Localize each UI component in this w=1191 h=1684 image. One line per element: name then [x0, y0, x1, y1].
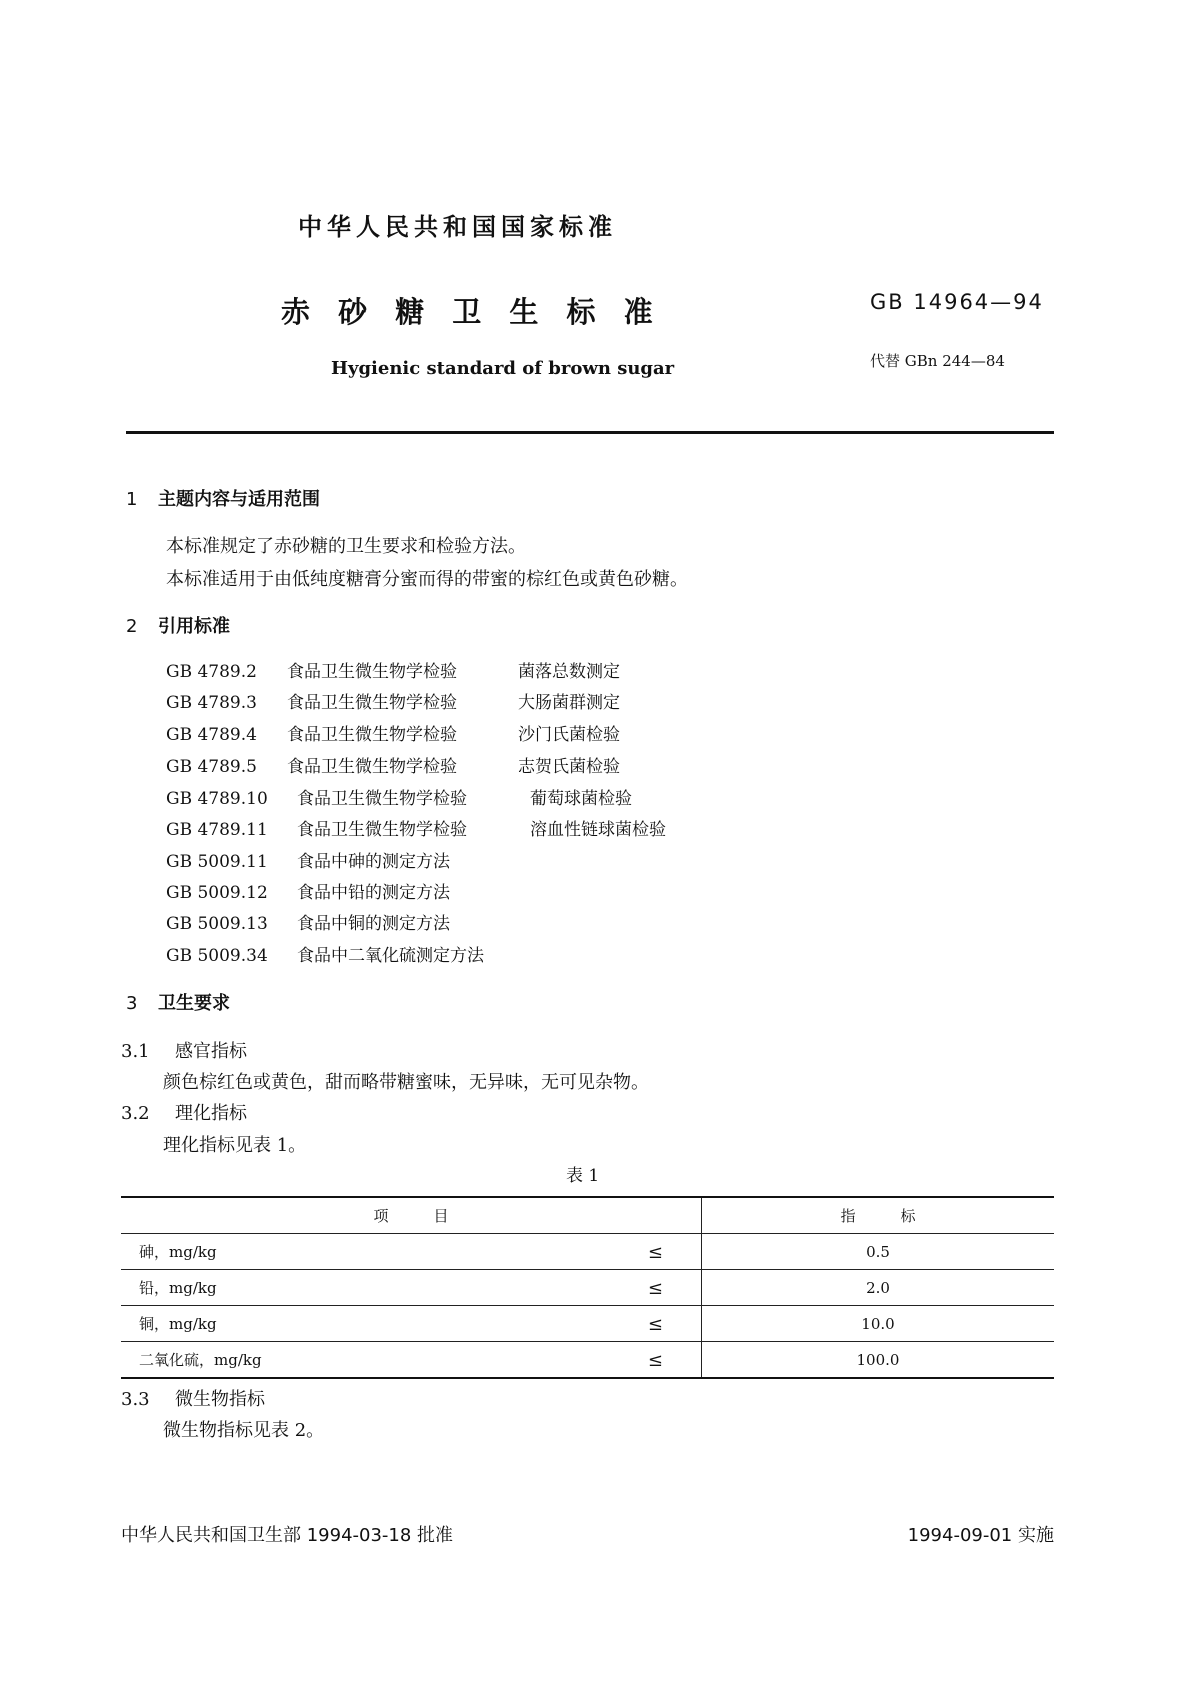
- paragraph: 颜色棕红色或黄色，甜而略带糖蜜味，无异味，无可见杂物。: [163, 1072, 649, 1093]
- reference-code: GB 4789.2: [166, 662, 257, 682]
- section-3-2-title: 理化指标: [175, 1103, 247, 1124]
- paragraph: 理化指标见表 1。: [163, 1135, 307, 1156]
- reference-item: 菌落总数测定: [518, 662, 620, 682]
- section-3-1-number: 3.1: [121, 1041, 150, 1062]
- less-equal-sign: ≤: [647, 1350, 663, 1371]
- row-value: 2.0: [866, 1278, 890, 1297]
- row-value: 10.0: [861, 1314, 895, 1333]
- table-caption: 表 1: [566, 1166, 600, 1186]
- less-equal-sign: ≤: [647, 1278, 663, 1299]
- section-1-number: 1: [126, 489, 138, 510]
- section-3-1-title: 感官指标: [175, 1041, 247, 1062]
- reference-code: GB 5009.13: [166, 914, 268, 934]
- reference-name: 食品卫生微生物学检验: [287, 757, 457, 777]
- less-equal-sign: ≤: [647, 1242, 663, 1263]
- section-1-title: 主题内容与适用范围: [158, 489, 320, 510]
- reference-item: 葡萄球菌检验: [530, 789, 632, 809]
- row-value: 0.5: [866, 1242, 890, 1261]
- reference-name: 食品卫生微生物学检验: [287, 725, 457, 745]
- item-label: 铜，mg/kg: [139, 1315, 217, 1333]
- reference-item: 志贺氏菌检验: [518, 757, 620, 777]
- reference-name: 食品中砷的测定方法: [297, 852, 450, 872]
- section-3-3-number: 3.3: [121, 1389, 150, 1410]
- approval-date: 中华人民共和国卫生部 1994-03-18 批准: [121, 1525, 454, 1546]
- column-header-value: 指 标: [840, 1207, 916, 1225]
- section-3-title: 卫生要求: [158, 993, 230, 1014]
- reference-code: GB 5009.11: [166, 852, 268, 872]
- reference-code: GB 4789.10: [166, 789, 268, 809]
- table-row: [121, 1270, 1054, 1306]
- row-item: [121, 1306, 702, 1342]
- national-standard-heading: 中华人民共和国国家标准: [298, 213, 617, 241]
- table-header-row: [121, 1197, 1054, 1234]
- less-equal-sign: ≤: [647, 1314, 663, 1335]
- document-title-cn: 赤 砂 糖 卫 生 标 准: [281, 295, 662, 329]
- row-item: [121, 1270, 702, 1306]
- table-row: [121, 1306, 1054, 1342]
- document-title-en: Hygienic standard of brown sugar: [331, 358, 675, 379]
- reference-name: 食品卫生微生物学检验: [297, 820, 467, 840]
- table-row: [121, 1234, 1054, 1270]
- reference-code: GB 4789.4: [166, 725, 257, 745]
- section-3-3-title: 微生物指标: [175, 1389, 265, 1410]
- reference-code: GB 4789.11: [166, 820, 268, 840]
- section-3-2-number: 3.2: [121, 1103, 150, 1124]
- item-label: 二氧化硫，mg/kg: [139, 1351, 262, 1369]
- reference-name: 食品中二氧化硫测定方法: [297, 946, 484, 966]
- table-row: [121, 1342, 1054, 1379]
- item-label: 砷，mg/kg: [139, 1243, 217, 1261]
- section-3-number: 3: [126, 993, 138, 1014]
- row-value: 100.0: [856, 1350, 900, 1369]
- reference-item: 沙门氏菌检验: [518, 725, 620, 745]
- reference-name: 食品中铜的测定方法: [297, 914, 450, 934]
- reference-name: 食品中铅的测定方法: [297, 883, 450, 903]
- item-label: 铅，mg/kg: [139, 1279, 217, 1297]
- reference-name: 食品卫生微生物学检验: [287, 693, 457, 713]
- table-1: [121, 1196, 1054, 1379]
- reference-code: GB 4789.5: [166, 757, 257, 777]
- reference-name: 食品卫生微生物学检验: [297, 789, 467, 809]
- row-item: [121, 1342, 702, 1379]
- row-item: [121, 1234, 702, 1270]
- paragraph: 微生物指标见表 2。: [163, 1420, 325, 1441]
- replaces-code: 代替 GBn 244—84: [870, 352, 1005, 370]
- reference-code: GB 5009.34: [166, 946, 268, 966]
- reference-item: 大肠菌群测定: [518, 693, 620, 713]
- effective-date: 1994-09-01 实施: [907, 1525, 1054, 1546]
- paragraph: 本标准规定了赤砂糖的卫生要求和检验方法。: [166, 536, 526, 557]
- column-header-item: 项 目: [121, 1197, 702, 1234]
- section-2-number: 2: [126, 616, 138, 637]
- reference-name: 食品卫生微生物学检验: [287, 662, 457, 682]
- standard-code: GB 14964—94: [870, 290, 1044, 314]
- reference-item: 溶血性链球菌检验: [530, 820, 666, 840]
- section-2-title: 引用标准: [158, 616, 230, 637]
- reference-code: GB 4789.3: [166, 693, 257, 713]
- paragraph: 本标准适用于由低纯度糖膏分蜜而得的带蜜的棕红色或黄色砂糖。: [166, 569, 688, 590]
- reference-code: GB 5009.12: [166, 883, 268, 903]
- header-divider: [126, 431, 1054, 434]
